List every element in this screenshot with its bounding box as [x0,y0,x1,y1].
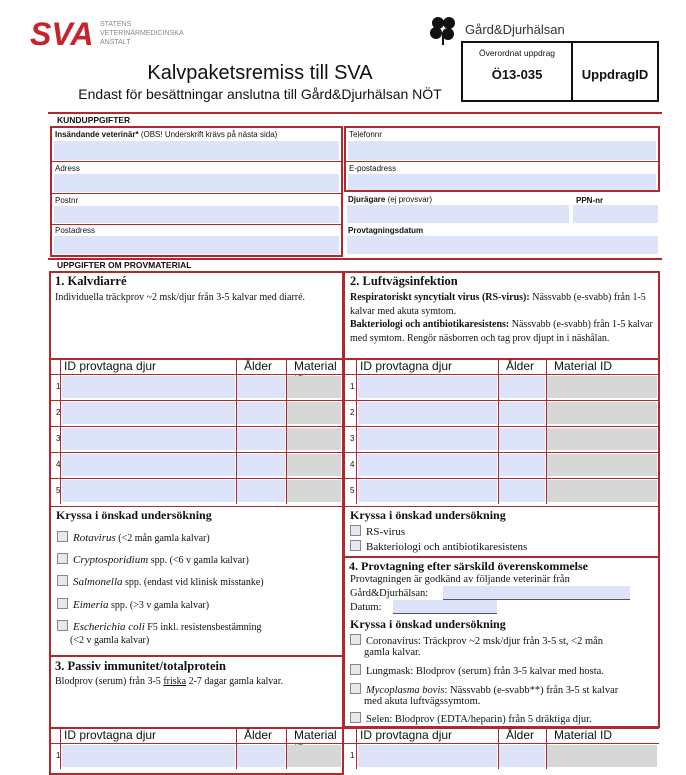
luftvag-row-num: 5 [350,486,355,495]
datum-label: Provtagningsdatum [348,226,424,235]
gd-logo-text: Gård&Djurhälsan [465,22,565,37]
kryssa-right-heading: Kryssa i önskad undersökning [350,508,506,522]
s2-bak-text: Nässvabb (e-svabb) från 1-5 kalvar med symtom. Rengör näsborren och tag prov djupt in i näshålan. [350,319,653,344]
sva-line2: VETERINÄRMEDICINSKA [100,30,184,37]
sarskild-alder-field[interactable] [499,745,545,767]
kalvdiarre-material-field[interactable] [287,480,341,502]
checkbox-left-4[interactable] [57,620,68,631]
s1-title: 1. Kalvdiarré [55,274,127,288]
check-s4-2-rest: : Nässvabb (e-svabb**) från 3-5 st kalvar [444,685,619,696]
check-bakteriologi[interactable] [350,540,527,553]
kalvdiarre-id-field[interactable] [62,454,235,476]
check-left-4-name: Escherichia coli [73,621,145,633]
check-rs-virus[interactable] [350,525,405,538]
luftvag-id-field[interactable] [358,376,497,398]
luftvag-col-material: Material ID [554,359,613,373]
kalvdiarre-id-field[interactable] [62,402,235,424]
luftvag-material-field[interactable] [547,428,657,450]
luftvag-id-field[interactable] [358,402,497,424]
luftvag-alder-field[interactable] [499,454,545,476]
datum-field[interactable] [347,236,658,254]
sva-line3: ANSTALT [100,39,131,46]
check-left-3-name: Eimeria [73,599,109,611]
checkbox-bakteriologi[interactable] [350,540,361,551]
postadress-label: Postadress [55,226,96,235]
kalvdiarre-id-field[interactable] [62,480,235,502]
page-title: Kalvpaketsremiss till SVA [147,62,373,84]
check-left-1-rest: spp. (<6 v gamla kalvar) [148,555,249,566]
prov-heading: UPPGIFTER OM PROVMATERIAL [57,260,192,270]
check-left-0-rest: (<2 mån gamla kalvar) [115,533,210,544]
check-s4-3-rest: Blodprov (EDTA/heparin) från 5 dräktiga djur. [392,714,592,725]
check-left-4-rest: F5 inkl. resistensbestämning [144,622,262,633]
luftvag-alder-field[interactable] [499,402,545,424]
telefon-field[interactable] [348,141,656,160]
s4-text2: Gård&Djurhälsan: [350,588,429,599]
s4-kryssa-heading: Kryssa i önskad undersökning [350,617,506,631]
luftvag-id-field[interactable] [358,454,497,476]
check-left-1-name: Cryptosporidium [73,554,149,566]
luftvag-alder-field[interactable] [499,428,545,450]
kalvdiarre-col-material: Material [294,359,337,373]
sarskild-col-material: Material ID [554,728,613,742]
s2-text [350,291,655,345]
check-s4-0-line2: gamla kalvar. [364,647,421,658]
check-s4-1-name: Lungmask: [366,666,414,677]
djuragare-field[interactable] [347,205,569,223]
s2-bak-bold: Bakteriologi och antibiotikaresistens: [350,319,510,330]
s3-text-a: Blodprov (serum) från 3-5 [55,676,164,687]
kalvdiarre-alder-field[interactable] [237,376,285,398]
checkbox-left-1[interactable] [57,553,68,564]
s4-title: 4. Provtagning efter särskild överenskommelse [349,559,588,573]
luftvag-row-num: 1 [350,382,355,391]
kryssa-left-heading: Kryssa i önskad undersökning [56,508,212,522]
luftvag-col-alder: Ålder [506,359,535,373]
passiv-row-num: 1 [56,751,61,760]
kund-heading: KUNDUPPGIFTER [57,115,131,125]
check-s4-1-rest: Blodprov (serum) från 3-5 kalvar med hosta. [413,666,604,677]
check-s4-0-name: Coronavirus: [366,636,421,647]
check-left-2-name: Salmonella [73,576,123,588]
sva-logo-mark [30,14,98,52]
check-s4-2[interactable] [350,683,618,696]
kalvdiarre-row-num: 4 [56,460,61,469]
table-kalvdiarre [50,358,343,506]
kalvdiarre-material-field[interactable] [287,428,341,450]
luftvag-id-field[interactable] [358,480,497,502]
sarskild-id-field[interactable] [358,745,497,767]
kalvdiarre-material-field[interactable] [287,454,341,476]
kalvdiarre-alder-field[interactable] [237,480,285,502]
bakteriologi-label: Bakteriologi och antibiotikaresistens [366,541,528,553]
s4-datum-field[interactable] [393,600,497,614]
sva-logo [30,14,200,54]
checkbox-s4-1[interactable] [350,664,361,675]
luftvag-alder-field[interactable] [499,480,545,502]
s4-text1: Provtagningen är godkänd av följande veterinär från [350,574,570,585]
s4-vet-field[interactable] [443,586,630,600]
check-left-2-rest: spp. (endast vid klinisk misstanke) [122,577,264,588]
luftvag-alder-field[interactable] [499,376,545,398]
table-sarskild [344,727,659,771]
epost-field[interactable] [348,174,656,190]
luftvag-row-num: 4 [350,460,355,469]
sarskild-col-alder: Ålder [506,728,535,742]
luftvag-material-field[interactable] [547,454,657,476]
luftvag-row-num: 2 [350,408,355,417]
kalvdiarre-row-num: 1 [56,382,61,391]
ecoli-line2: (<2 v gamla kalvar) [70,635,150,646]
check-left-0-name: Rotavirus [73,532,116,544]
check-s4-1[interactable] [350,664,604,677]
sarskild-col-id: ID provtagna djur [360,728,453,742]
check-s4-3-name: Selen: [366,714,393,725]
s2-title: 2. Luftvägsinfektion [350,274,458,288]
s3-title: 3. Passiv immunitet/totalprotein [55,659,226,673]
passiv-col-alder: Ålder [244,728,273,742]
check-left-0[interactable] [57,531,210,544]
uppdrag-label: Överordnat uppdrag [478,48,556,58]
passiv-material-field[interactable] [287,745,341,767]
clover-icon [428,14,460,46]
vet-note: (OBS! Underskrift krävs på nästa sida) [138,130,278,139]
check-s4-3[interactable] [350,712,592,725]
check-left-4[interactable] [57,620,261,633]
djuragare-note: (ej provsvar) [385,195,433,204]
kalvdiarre-material-field[interactable] [287,402,341,424]
vet-label: Insändande veterinär* [55,130,139,139]
luftvag-col-id: ID provtagna djur [360,359,453,373]
telefon-label: Telefonnr [349,130,382,139]
checkbox-left-3[interactable] [57,598,68,609]
checkbox-left-0[interactable] [57,531,68,542]
luftvag-row-num: 3 [350,434,355,443]
check-left-2[interactable] [57,575,264,588]
rs-virus-label: RS-virus [366,526,406,538]
check-left-3-rest: spp. (>3 v gamla kalvar) [108,600,210,611]
epost-label: E-postadress [349,164,397,173]
postadress-field[interactable] [54,236,339,254]
s3-text-b: 2-7 dagar gamla kalvar. [186,676,283,687]
s3-text [55,676,283,687]
check-left-3[interactable] [57,598,209,611]
vet-field[interactable] [54,141,339,160]
checkbox-s4-0[interactable] [350,634,361,645]
s1-text: Individuella träckprov ~2 msk/djur från 3-5 kalvar med diarré. [55,292,306,303]
sva-line1: STATENS [100,21,132,28]
passiv-col-id: ID provtagna djur [64,728,157,742]
kalvdiarre-id-field[interactable] [62,428,235,450]
table-luftvag [344,358,659,506]
kalvdiarre-row-num: 2 [56,408,61,417]
table-passiv-immunitet [50,727,343,771]
checkbox-s4-3[interactable] [350,712,361,723]
postnr-label: Postnr [55,196,79,205]
kalvdiarre-row-num: 3 [56,434,61,443]
check-s4-2-name: Mycoplasma bovis [366,685,445,696]
sarskild-row-num: 1 [350,751,355,760]
checkbox-left-2[interactable] [57,575,68,586]
kalvdiarre-material-field[interactable] [287,376,341,398]
svg-text:SVA: SVA [30,16,94,52]
kalvdiarre-alder-field[interactable] [237,402,285,424]
passiv-col-material: Material [294,728,337,742]
checkbox-rs-virus[interactable] [350,525,361,536]
djuragare-label: Djurägare [348,195,386,204]
luftvag-material-field[interactable] [547,402,657,424]
luftvag-material-field[interactable] [547,480,657,502]
postnr-field[interactable] [54,206,339,223]
uppdrag-value: Ö13-035 [491,67,543,82]
ppn-label: PPN-nr [576,196,604,205]
s2-rs-bold: Respiratoriskt syncytialt virus (RS-virus): [350,292,530,303]
luftvag-id-field[interactable] [358,428,497,450]
kalvdiarre-alder-field[interactable] [237,454,285,476]
passiv-alder-field[interactable] [237,745,285,767]
adress-field[interactable] [54,174,339,192]
s4-datum-label: Datum: [350,602,382,613]
adress-label: Adress [55,164,80,173]
kalvdiarre-row-num: 5 [56,486,61,495]
kalvdiarre-alder-field[interactable] [237,428,285,450]
luftvag-material-field[interactable] [547,376,657,398]
ppn-field[interactable] [573,205,658,223]
kalvdiarre-id-field[interactable] [62,376,235,398]
sarskild-material-field[interactable] [547,745,657,767]
s2-rs-text: Nässvabb (e-svabb) från 1-5 kalvar med akuta symtom. [350,292,646,317]
uppdrag-box [461,41,659,102]
check-s4-2-line2: med akuta luftvägssymtom. [364,696,481,707]
uppdrag-id[interactable]: UppdragID [581,67,649,82]
check-left-1[interactable] [57,553,249,566]
kalvdiarre-col-id: ID provtagna djur [64,359,157,373]
s3-text-underlined: friska [163,676,187,687]
passiv-id-field[interactable] [62,745,235,767]
check-s4-0[interactable] [350,634,603,647]
check-s4-0-rest: Träckprov ~2 msk/djur från 3-5 st, <2 mån [420,636,604,647]
checkbox-s4-2[interactable] [350,683,361,694]
page-subtitle: Endast för besättningar anslutna till Gård&Djurhälsan NÖT [78,86,442,102]
kalvdiarre-col-alder: Ålder [244,359,273,373]
